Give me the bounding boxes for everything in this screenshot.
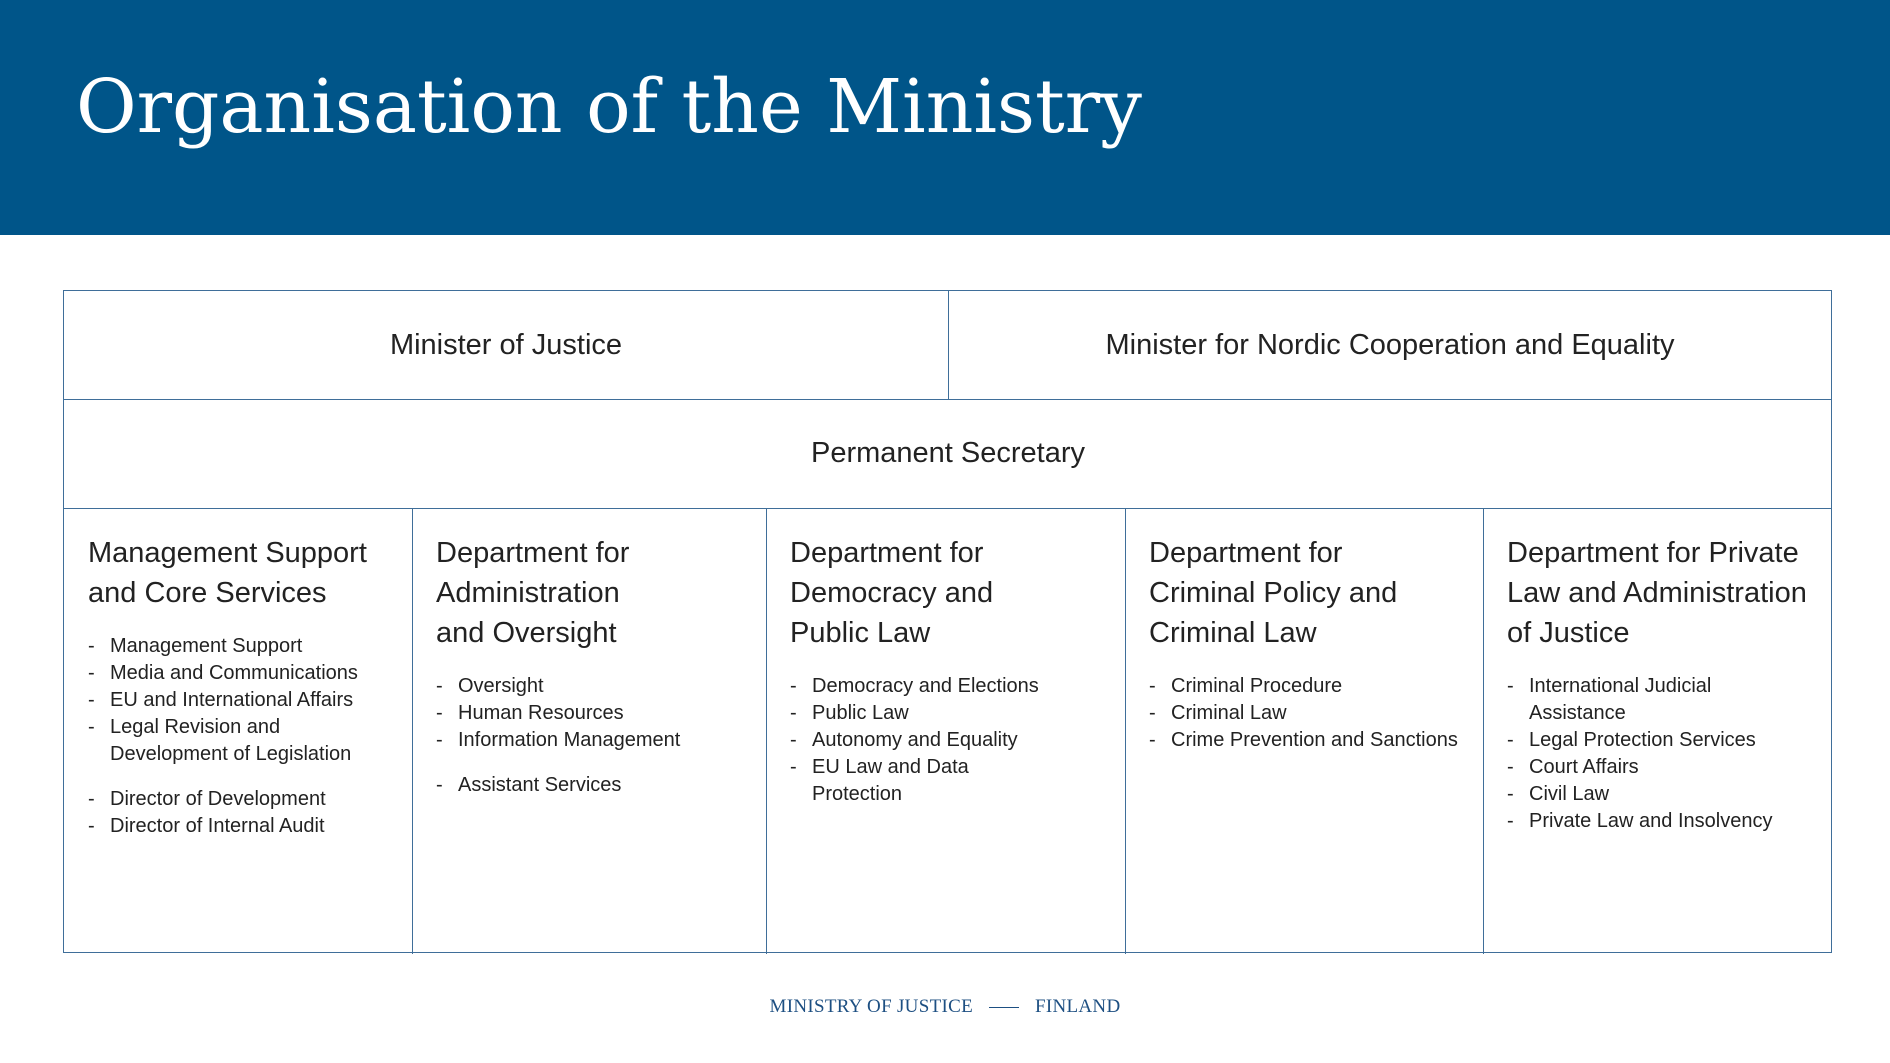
page-title: Organisation of the Ministry bbox=[76, 64, 1142, 150]
permanent-secretary-label: Permanent Secretary bbox=[810, 437, 1085, 469]
unit-item: - Human Resources bbox=[436, 700, 754, 727]
unit-item: - Oversight bbox=[436, 673, 754, 700]
unit-list bbox=[88, 633, 400, 840]
unit-item: - Court Affairs bbox=[1507, 754, 1820, 781]
footer-country: FINLAND bbox=[1034, 996, 1121, 1017]
department-democracy-public-law bbox=[766, 509, 1125, 953]
unit-item: - Legal Protection Services bbox=[1507, 727, 1820, 754]
unit-item: - EU Law and Data Protection bbox=[790, 754, 1113, 808]
department-title: Department for Administration and Oversight bbox=[436, 537, 630, 649]
department-title: Management Support and Core Services bbox=[88, 537, 367, 609]
unit-item: - Legal Revision and Development of Legislation bbox=[88, 714, 400, 768]
unit-item: - Democracy and Elections bbox=[790, 673, 1113, 700]
footer-dash bbox=[989, 1007, 1019, 1008]
unit-list bbox=[790, 673, 1113, 808]
department-title: Department for Private Law and Administration of Justice bbox=[1507, 537, 1807, 649]
unit-item: - Management Support bbox=[88, 633, 400, 660]
unit-item: - Media and Communications bbox=[88, 660, 400, 687]
org-chart bbox=[63, 290, 1832, 953]
unit-item: - Director of Internal Audit bbox=[88, 813, 400, 840]
header-banner bbox=[0, 0, 1890, 235]
minister-label: Minister of Justice bbox=[389, 328, 623, 361]
footer-ministry: MINISTRY OF JUSTICE bbox=[769, 996, 973, 1017]
department-private-law bbox=[1483, 509, 1832, 953]
department-title: Department for Democracy and Public Law bbox=[790, 537, 994, 649]
minister-label: Minister for Nordic Cooperation and Equality bbox=[1105, 328, 1675, 361]
unit-item: - Autonomy and Equality bbox=[790, 727, 1113, 754]
unit-item: - Private Law and Insolvency bbox=[1507, 808, 1820, 835]
permanent-secretary-box bbox=[64, 399, 1832, 508]
unit-item: - International Judicial Assistance bbox=[1507, 673, 1820, 727]
unit-item: - Assistant Services bbox=[436, 772, 754, 799]
unit-item: - Civil Law bbox=[1507, 781, 1820, 808]
unit-item: - Information Management bbox=[436, 727, 754, 754]
unit-item: - Criminal Procedure bbox=[1149, 673, 1471, 700]
unit-item: - Crime Prevention and Sanctions bbox=[1149, 727, 1471, 754]
unit-list bbox=[1149, 673, 1471, 754]
department-management-support bbox=[64, 509, 412, 953]
department-administration-oversight bbox=[412, 509, 766, 953]
unit-item: - Director of Development bbox=[88, 786, 400, 813]
unit-list bbox=[436, 673, 754, 799]
footer-logo-text bbox=[0, 996, 1890, 1018]
department-criminal-policy bbox=[1125, 509, 1483, 953]
minister-of-justice-box bbox=[64, 291, 948, 399]
unit-item: - EU and International Affairs bbox=[88, 687, 400, 714]
unit-item: - Public Law bbox=[790, 700, 1113, 727]
unit-list bbox=[1507, 673, 1820, 835]
unit-item: - Criminal Law bbox=[1149, 700, 1471, 727]
department-title: Department for Criminal Policy and Criminal Law bbox=[1149, 537, 1398, 649]
minister-nordic-cooperation-box bbox=[948, 291, 1832, 399]
